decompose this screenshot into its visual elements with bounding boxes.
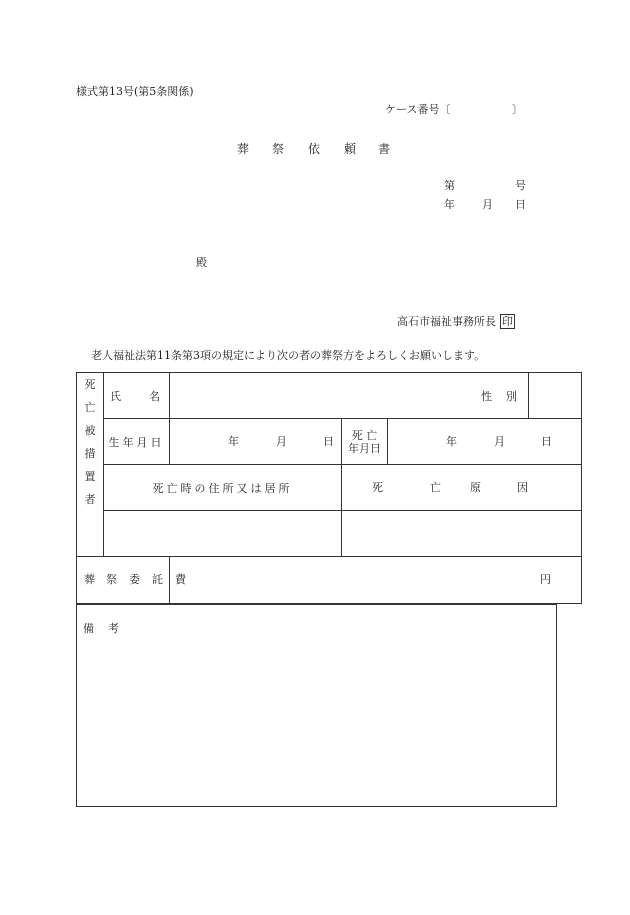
birth-date-cell[interactable] [170, 419, 342, 465]
name-label-char: 氏 [110, 389, 121, 403]
remarks-box[interactable] [76, 603, 557, 807]
death-day: 日 [541, 435, 552, 448]
cause-header-cell [342, 465, 582, 511]
death-date-label-bottom: 年月日 [348, 441, 381, 455]
fee-char: 祭 [106, 573, 117, 586]
address-value-cell[interactable] [104, 511, 342, 557]
date-year: 年 [444, 198, 455, 211]
fee-char: 費 [175, 573, 186, 586]
form-number: 様式第13号(第5条関係) [76, 85, 194, 98]
birth-label: 生年月日 [108, 435, 165, 449]
side-char: 者 [84, 493, 96, 506]
issuer-name: 高石市福祉事務所長 [397, 315, 496, 328]
side-char: 亡 [84, 401, 96, 414]
title-char: 頼 [344, 142, 357, 156]
gender-label-first: 性 [481, 390, 493, 403]
title-char: 葬 [237, 142, 250, 156]
cause-value-cell[interactable] [342, 511, 582, 557]
side-char: 被 [84, 424, 96, 437]
remarks-char: 備 [83, 622, 94, 635]
title-char: 書 [378, 142, 391, 156]
gender-label-second: 別 [506, 390, 518, 403]
fee-char: 託 [152, 573, 163, 586]
case-number-label: ケース番号〔 [385, 103, 451, 116]
birth-year: 年 [228, 435, 239, 448]
cause-char: 死 [372, 481, 383, 494]
name-label-cell [104, 373, 170, 419]
fee-value-cell[interactable] [170, 557, 582, 604]
deceased-info-table [76, 372, 582, 604]
addressee-suffix: 殿 [196, 256, 207, 269]
death-date-label-cell [342, 419, 388, 465]
fee-char: 委 [129, 573, 140, 586]
address-header: 死亡時の住所又は居所 [152, 481, 293, 495]
fee-label-cell [77, 557, 186, 604]
side-char: 置 [84, 470, 96, 483]
cause-char: 因 [517, 481, 528, 494]
doc-number-suffix: 号 [515, 179, 526, 192]
death-date-label-top: 死 亡 [351, 428, 378, 442]
title-char: 祭 [272, 142, 285, 156]
birth-day: 日 [323, 435, 334, 448]
request-text: 老人福祉法第11条第3項の規定により次の者の葬祭方をよろしくお願いします。 [91, 349, 486, 362]
deceased-side-label [77, 373, 104, 557]
death-year: 年 [446, 435, 457, 448]
issuer [397, 314, 515, 329]
cause-char: 原 [470, 481, 481, 494]
fee-unit: 円 [540, 573, 552, 586]
name-value-cell[interactable] [170, 373, 529, 419]
seal-box: 印 [502, 315, 513, 328]
side-char: 死 [84, 378, 96, 391]
address-header-cell [104, 465, 342, 511]
death-month: 月 [494, 435, 505, 448]
date-month: 月 [482, 198, 493, 211]
case-number-close: 〕 [512, 103, 523, 116]
cause-char: 亡 [430, 481, 441, 494]
remarks-char: 考 [108, 622, 119, 635]
death-date-cell[interactable] [388, 419, 582, 465]
title-char: 依 [308, 142, 321, 156]
side-char: 措 [84, 447, 96, 460]
gender-label-cell [481, 373, 582, 419]
birth-label-cell [104, 419, 170, 465]
birth-month: 月 [276, 435, 287, 448]
date-day: 日 [515, 198, 526, 211]
fee-char: 葬 [84, 573, 95, 586]
doc-number-prefix: 第 [444, 179, 455, 192]
name-label-char: 名 [149, 389, 160, 403]
